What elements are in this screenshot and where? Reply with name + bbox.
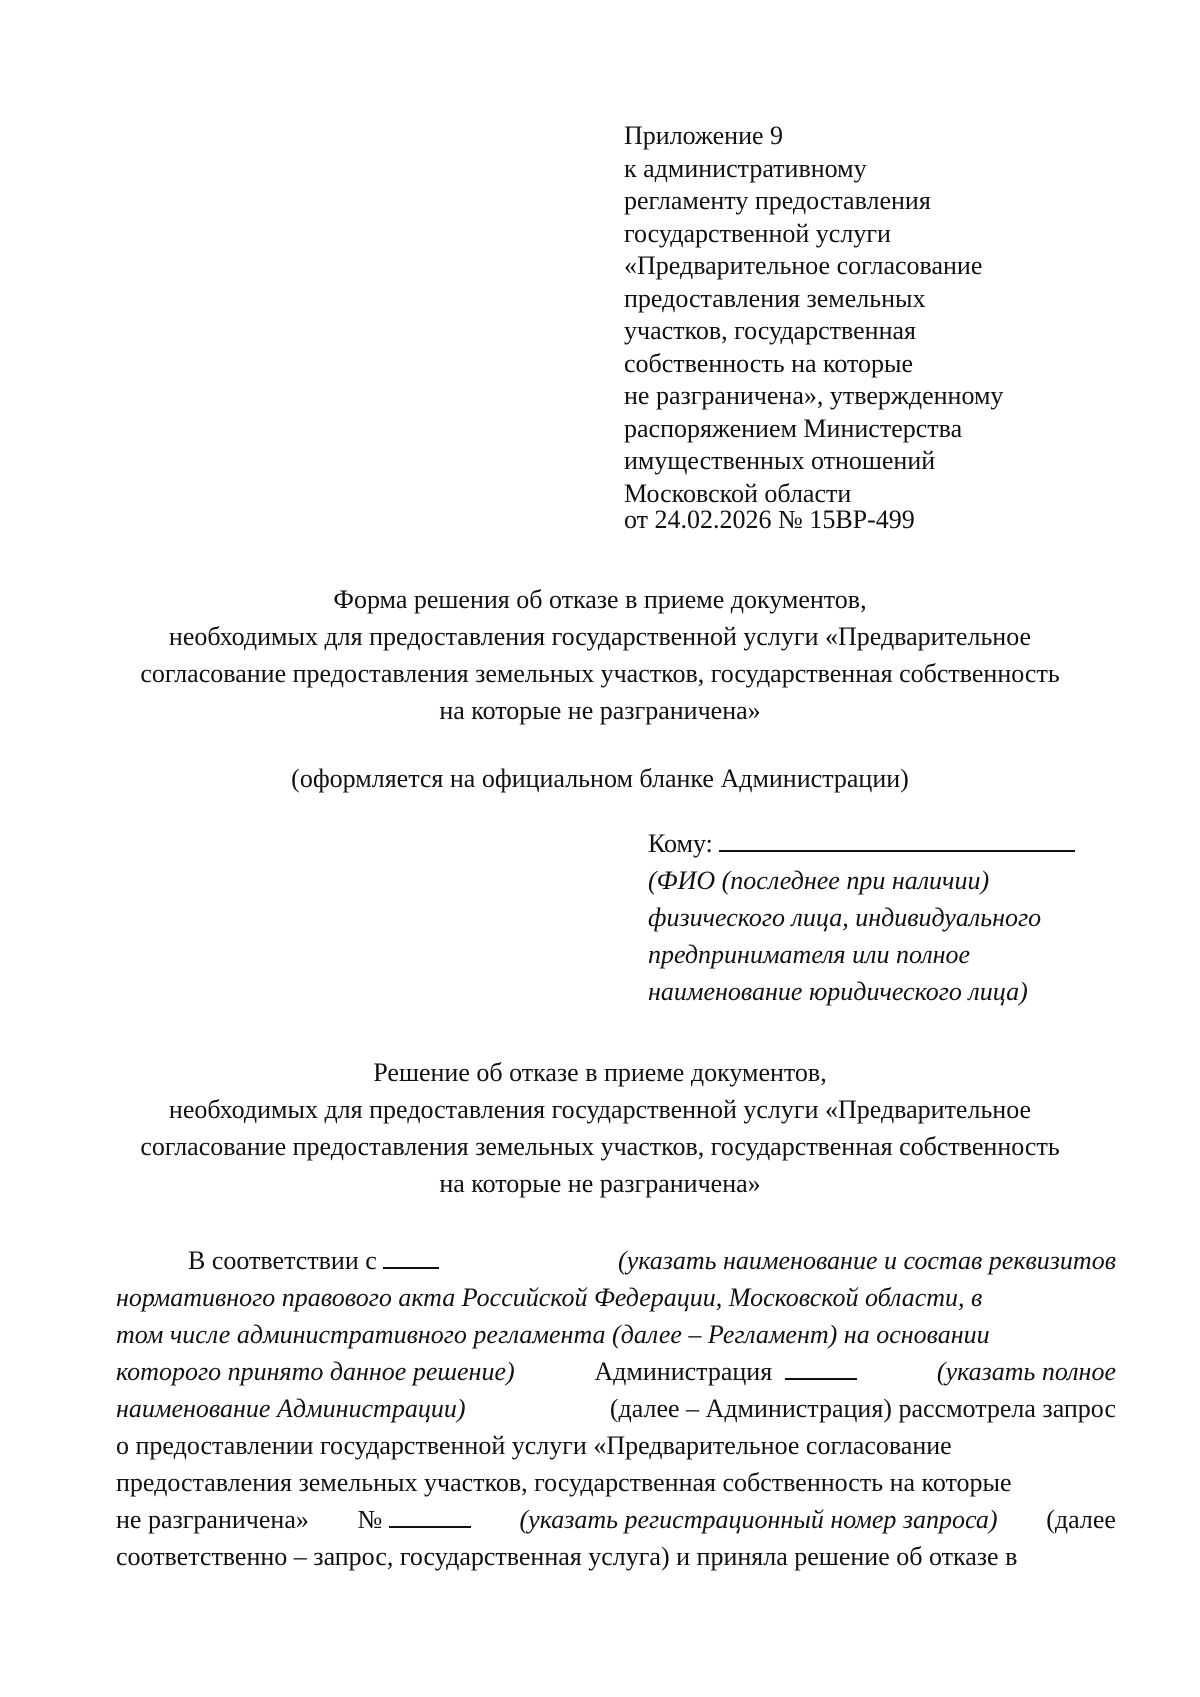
decision-title-line: согласование предоставления земельных участков, государственная собственность	[140, 1132, 1060, 1161]
body-text-italic: (указать регистрационный номер запроса)	[519, 1505, 998, 1534]
body-line	[116, 1279, 1116, 1316]
appendix-line: к административному	[624, 153, 867, 183]
addressee-hint-line: наименование юридического лица)	[648, 977, 1028, 1006]
body-text: о предоставлении государственной услуги «Предварительное согласование	[116, 1431, 952, 1460]
appendix-line: регламенту предоставления	[624, 186, 931, 215]
blank-note	[100, 760, 1100, 797]
appendix-line: участков, государственная	[624, 316, 916, 345]
appendix-date: от 24.02.2026 № 15ВР-499	[624, 505, 915, 534]
appendix-line: Московской области	[624, 478, 852, 508]
appendix-reference	[624, 120, 1144, 537]
body-text: (далее	[1046, 1505, 1116, 1534]
body-text: (далее – Администрация) рассмотрела запрос	[609, 1394, 1116, 1423]
form-title-line: Форма решения об отказе в приеме документов,	[333, 585, 867, 614]
decision-title-line: необходимых для предоставления государственной услуги «Предварительное	[168, 1095, 1032, 1124]
addressee-block	[648, 825, 1128, 1010]
form-title-line: согласование предоставления земельных участков, государственная собственность	[140, 659, 1060, 688]
addressee-label: Кому:	[648, 829, 713, 858]
addressee-hint-line: физического лица, индивидуального	[648, 903, 1042, 932]
body-text-segment: №	[357, 1505, 383, 1534]
appendix-line: не разграничена», утвержденному	[624, 381, 1004, 410]
addressee-label-row	[648, 825, 1128, 862]
fill-in-blank	[383, 1245, 439, 1269]
body-text	[594, 1353, 857, 1390]
appendix-line: имущественных отношений	[624, 446, 936, 475]
addressee-hint-line: (ФИО (последнее при наличии)	[648, 866, 990, 895]
appendix-line: государственной услуги	[624, 218, 891, 248]
appendix-line: предоставления земельных	[624, 283, 926, 313]
body-text: предоставления земельных участков, государственная собственность на которые	[116, 1468, 1012, 1497]
blank-note-text: (оформляется на официальном бланке Администрации)	[291, 764, 909, 793]
body-text-segment: Администрация	[594, 1357, 773, 1386]
form-title-line: на которые не разграничена»	[439, 696, 761, 725]
body-text: соответственно – запрос, государственная услуга) и приняла решение об отказе в	[116, 1542, 1018, 1571]
decision-title-line: на которые не разграничена»	[439, 1169, 761, 1198]
body-line	[116, 1242, 1116, 1279]
body-line	[116, 1390, 1116, 1427]
fill-in-blank	[389, 1504, 471, 1528]
body-text	[358, 1501, 471, 1538]
appendix-line: распоряжением Министерства	[624, 413, 963, 443]
body-line	[116, 1427, 1116, 1464]
body-line	[116, 1538, 1116, 1575]
body-text-segment: В соответствии с	[188, 1246, 377, 1275]
decision-body-paragraph	[116, 1242, 1116, 1575]
body-text: не разграничена»	[116, 1505, 309, 1534]
body-text	[188, 1242, 439, 1279]
body-line	[116, 1464, 1116, 1501]
form-title	[100, 581, 1100, 729]
body-line	[116, 1501, 1116, 1538]
body-line	[116, 1316, 1116, 1353]
body-text-italic: наименование Администрации)	[116, 1394, 466, 1423]
decision-title-line: Решение об отказе в приеме документов,	[373, 1058, 827, 1087]
appendix-line: Приложение 9	[624, 121, 784, 150]
addressee-blank-line	[719, 826, 1075, 852]
appendix-line: «Предварительное согласование	[624, 251, 983, 280]
body-text-italic: (указать полное	[936, 1357, 1116, 1386]
body-text-italic: том числе административного регламента (далее – Регламент) на основании	[116, 1320, 990, 1349]
form-title-line: необходимых для предоставления государственной услуги «Предварительное	[168, 622, 1032, 651]
body-text-italic: которого принято данное решение)	[116, 1357, 515, 1386]
body-text-italic: (указать наименование и состав реквизитов	[618, 1246, 1116, 1275]
decision-title	[100, 1054, 1100, 1202]
addressee-hint-line: предпринимателя или полное	[648, 940, 971, 969]
fill-in-blank	[785, 1356, 857, 1380]
body-text-italic: нормативного правового акта Российской Федерации, Московской области, в	[116, 1283, 983, 1312]
body-line	[116, 1353, 1116, 1390]
appendix-line: собственность на которые	[624, 348, 914, 378]
